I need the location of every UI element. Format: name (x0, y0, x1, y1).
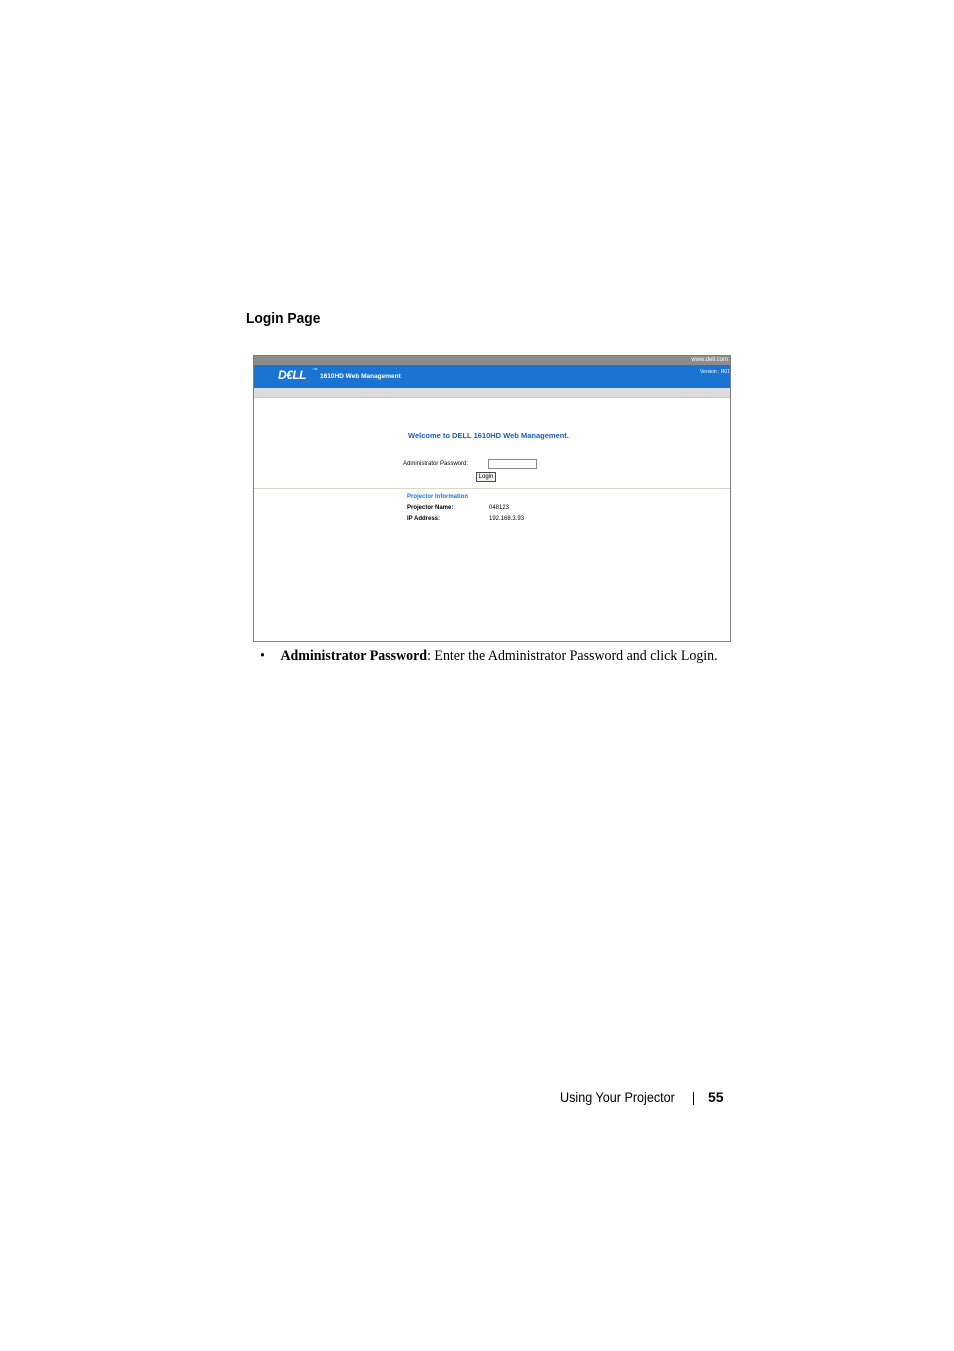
version-label: Version : R01 (699, 369, 730, 375)
ip-address-label: IP Address: (407, 516, 441, 522)
footer-section-title: Using Your Projector (560, 1089, 675, 1105)
section-divider (254, 488, 730, 489)
ip-address-value: 192.168.3.93 (489, 516, 525, 522)
bullet-symbol: • (260, 648, 265, 664)
brand-header (254, 365, 730, 388)
product-title: 1610HD Web Management (320, 373, 401, 380)
projector-name-label: Projector Name: (407, 505, 454, 511)
password-input[interactable] (488, 459, 537, 469)
projector-info-heading: Projector Information (407, 494, 469, 500)
dell-logo: D€LL (278, 368, 306, 382)
top-url-bar: www.dell.com (254, 356, 730, 365)
projector-name-value: 048123 (489, 505, 510, 511)
welcome-message: Welcome to DELL 1610HD Web Management. (408, 431, 569, 440)
bullet-text: : Enter the Administrator Password and click Login. (427, 648, 718, 664)
login-page-screenshot (253, 355, 731, 642)
bullet-item (260, 648, 718, 665)
trademark-mark: TM (313, 367, 318, 371)
section-heading: Login Page (246, 310, 321, 327)
bullet-term: Administrator Password (280, 648, 428, 664)
page-number: 55 (708, 1089, 724, 1105)
nav-bar (254, 388, 730, 398)
footer-separator (693, 1092, 694, 1105)
password-label: Administrator Password: (403, 461, 469, 467)
login-button[interactable]: Login (476, 472, 496, 482)
